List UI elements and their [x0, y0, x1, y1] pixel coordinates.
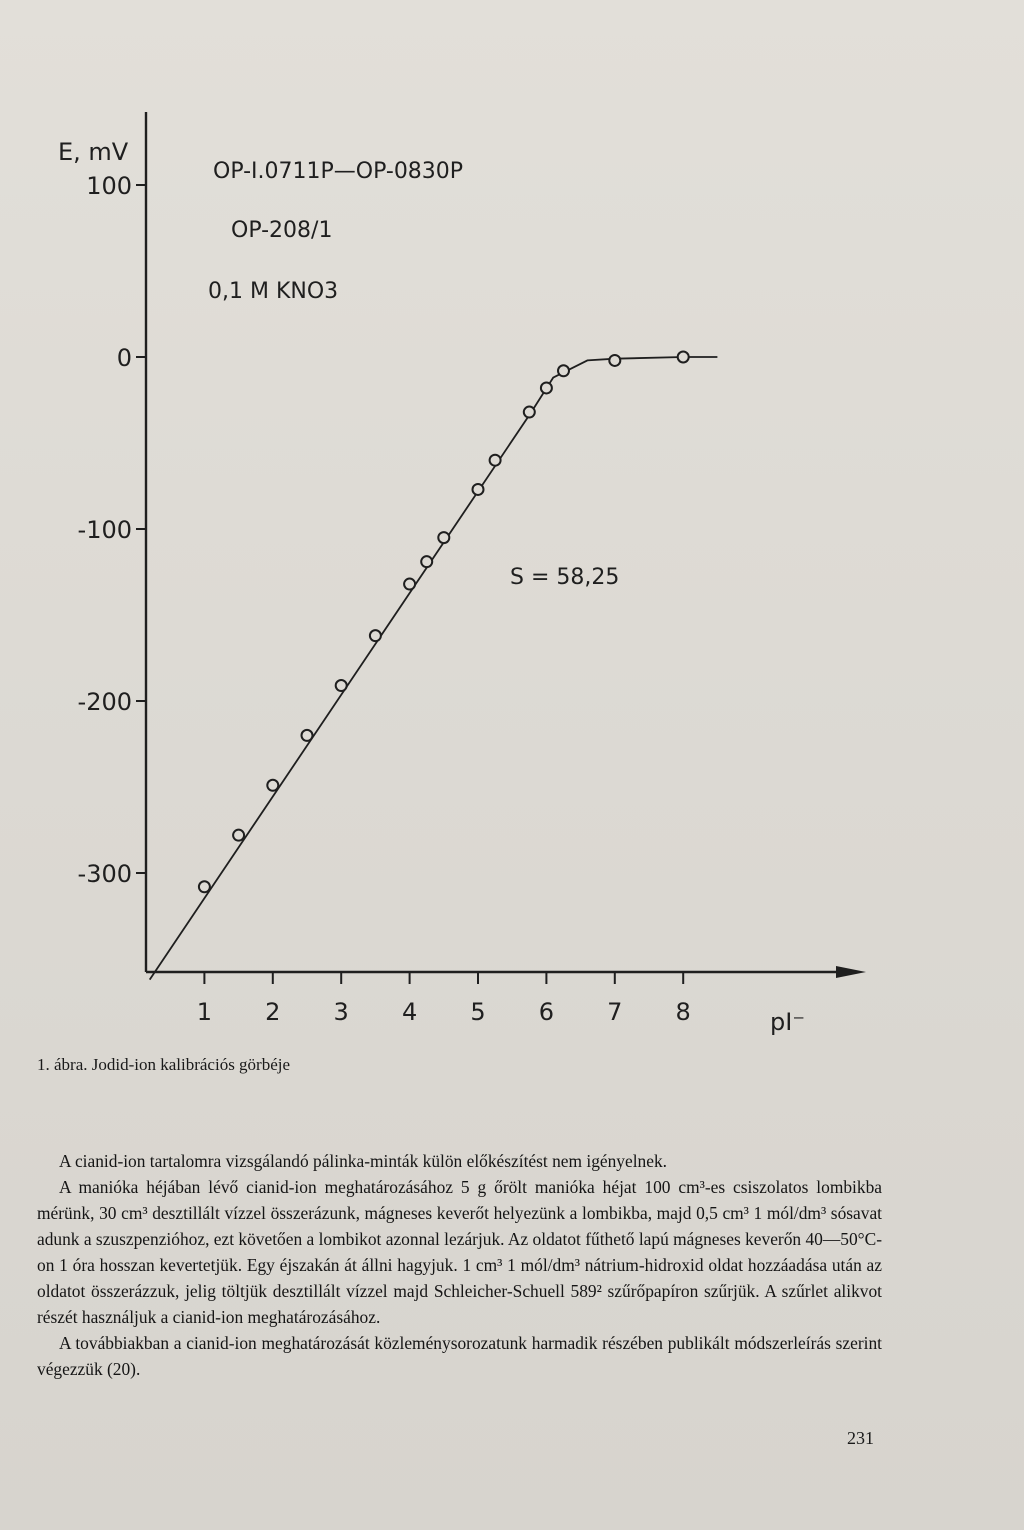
- x-tick-label: 3: [333, 998, 349, 1026]
- x-tick-label: 5: [470, 998, 486, 1026]
- data-point: [267, 780, 278, 791]
- data-point: [302, 730, 313, 741]
- x-tick-label: 4: [401, 998, 418, 1026]
- figure-caption: 1. ábra. Jodid-ion kalibrációs görbéje: [37, 1055, 291, 1074]
- data-point: [473, 484, 484, 495]
- data-point: [233, 830, 244, 841]
- data-point: [524, 407, 535, 418]
- paragraph-3: A továbbiakban a cianid-ion meghatározását közleménysorozatunk harmadik részében publikált módszerleírás szerint végezzük (20).: [37, 1333, 882, 1379]
- x-tick-label: 7: [607, 998, 623, 1026]
- data-point: [370, 630, 381, 641]
- data-point: [336, 680, 347, 691]
- data-point: [421, 556, 432, 567]
- data-point: [490, 455, 501, 466]
- chart-points: [199, 352, 689, 893]
- paragraph-1: A cianid-ion tartalomra vizsgálandó pálinka-minták külön előkészítést nem igényelnek.: [59, 1151, 668, 1171]
- page-number: 231: [847, 1428, 874, 1448]
- data-point: [609, 355, 620, 366]
- x-axis-label: pI⁻: [770, 1008, 805, 1036]
- slope-label: S = 58,25: [510, 565, 620, 590]
- x-tick-label: 2: [265, 998, 281, 1026]
- y-axis-label: E, mV: [58, 138, 129, 166]
- membrane-label: OP-208/1: [231, 218, 333, 243]
- y-tick-label: -100: [77, 516, 132, 544]
- x-tick-label: 8: [675, 998, 691, 1026]
- y-tick-label: 100: [86, 172, 132, 200]
- data-point: [678, 352, 689, 363]
- body-text: [37, 1148, 882, 1382]
- paragraph-2: A manióka héjában lévő cianid-ion meghatározásához 5 g őrölt manióka héjat 100 cm³-es csiszolatos lombikba mérünk, 30 cm³ desztillált vízzel összerázunk, mágneses keverőt helyezünk a lombikba, majd 0,5 cm³ 1 mól/dm³ sósavat adunk a szuszpenzióhoz, ezt követően a lombikot azonnal lezárjuk. Az oldatot fűthető lapú mágneses keverőn 40—50°C-on 1 óra hosszan kevertetjük. Egy éjszakán át állni hagyjuk. 1 cm³ 1 mól/dm³ nátrium-hidroxid oldat hozzáadása után az oldatot összerázzuk, jelig töltjük desztillált vízzel majd Schleicher-Schuell 589² szűrőpapíron szűrjük. A szűrlet alikvot részét használjuk a cianid-ion meghatározásához.: [37, 1177, 882, 1327]
- x-axis-arrow: [836, 966, 866, 978]
- x-tick-label: 1: [196, 998, 213, 1026]
- electrode-label: OP-I.0711P—OP-0830P: [213, 159, 464, 184]
- chart-fit-line: [150, 357, 718, 980]
- data-point: [541, 382, 552, 393]
- y-tick-label: -200: [77, 688, 132, 716]
- data-point: [199, 881, 210, 892]
- data-point: [404, 579, 415, 590]
- fit-line-path: [150, 357, 718, 980]
- data-point: [438, 532, 449, 543]
- data-point: [558, 365, 569, 376]
- electrolyte-label: 0,1 M KNO3: [208, 279, 339, 304]
- y-tick-label: 0: [116, 344, 132, 372]
- chart-ticks: [78, 172, 691, 1026]
- y-tick-label: -300: [77, 860, 132, 888]
- x-tick-label: 6: [538, 998, 555, 1026]
- chart-labels: [58, 138, 805, 1036]
